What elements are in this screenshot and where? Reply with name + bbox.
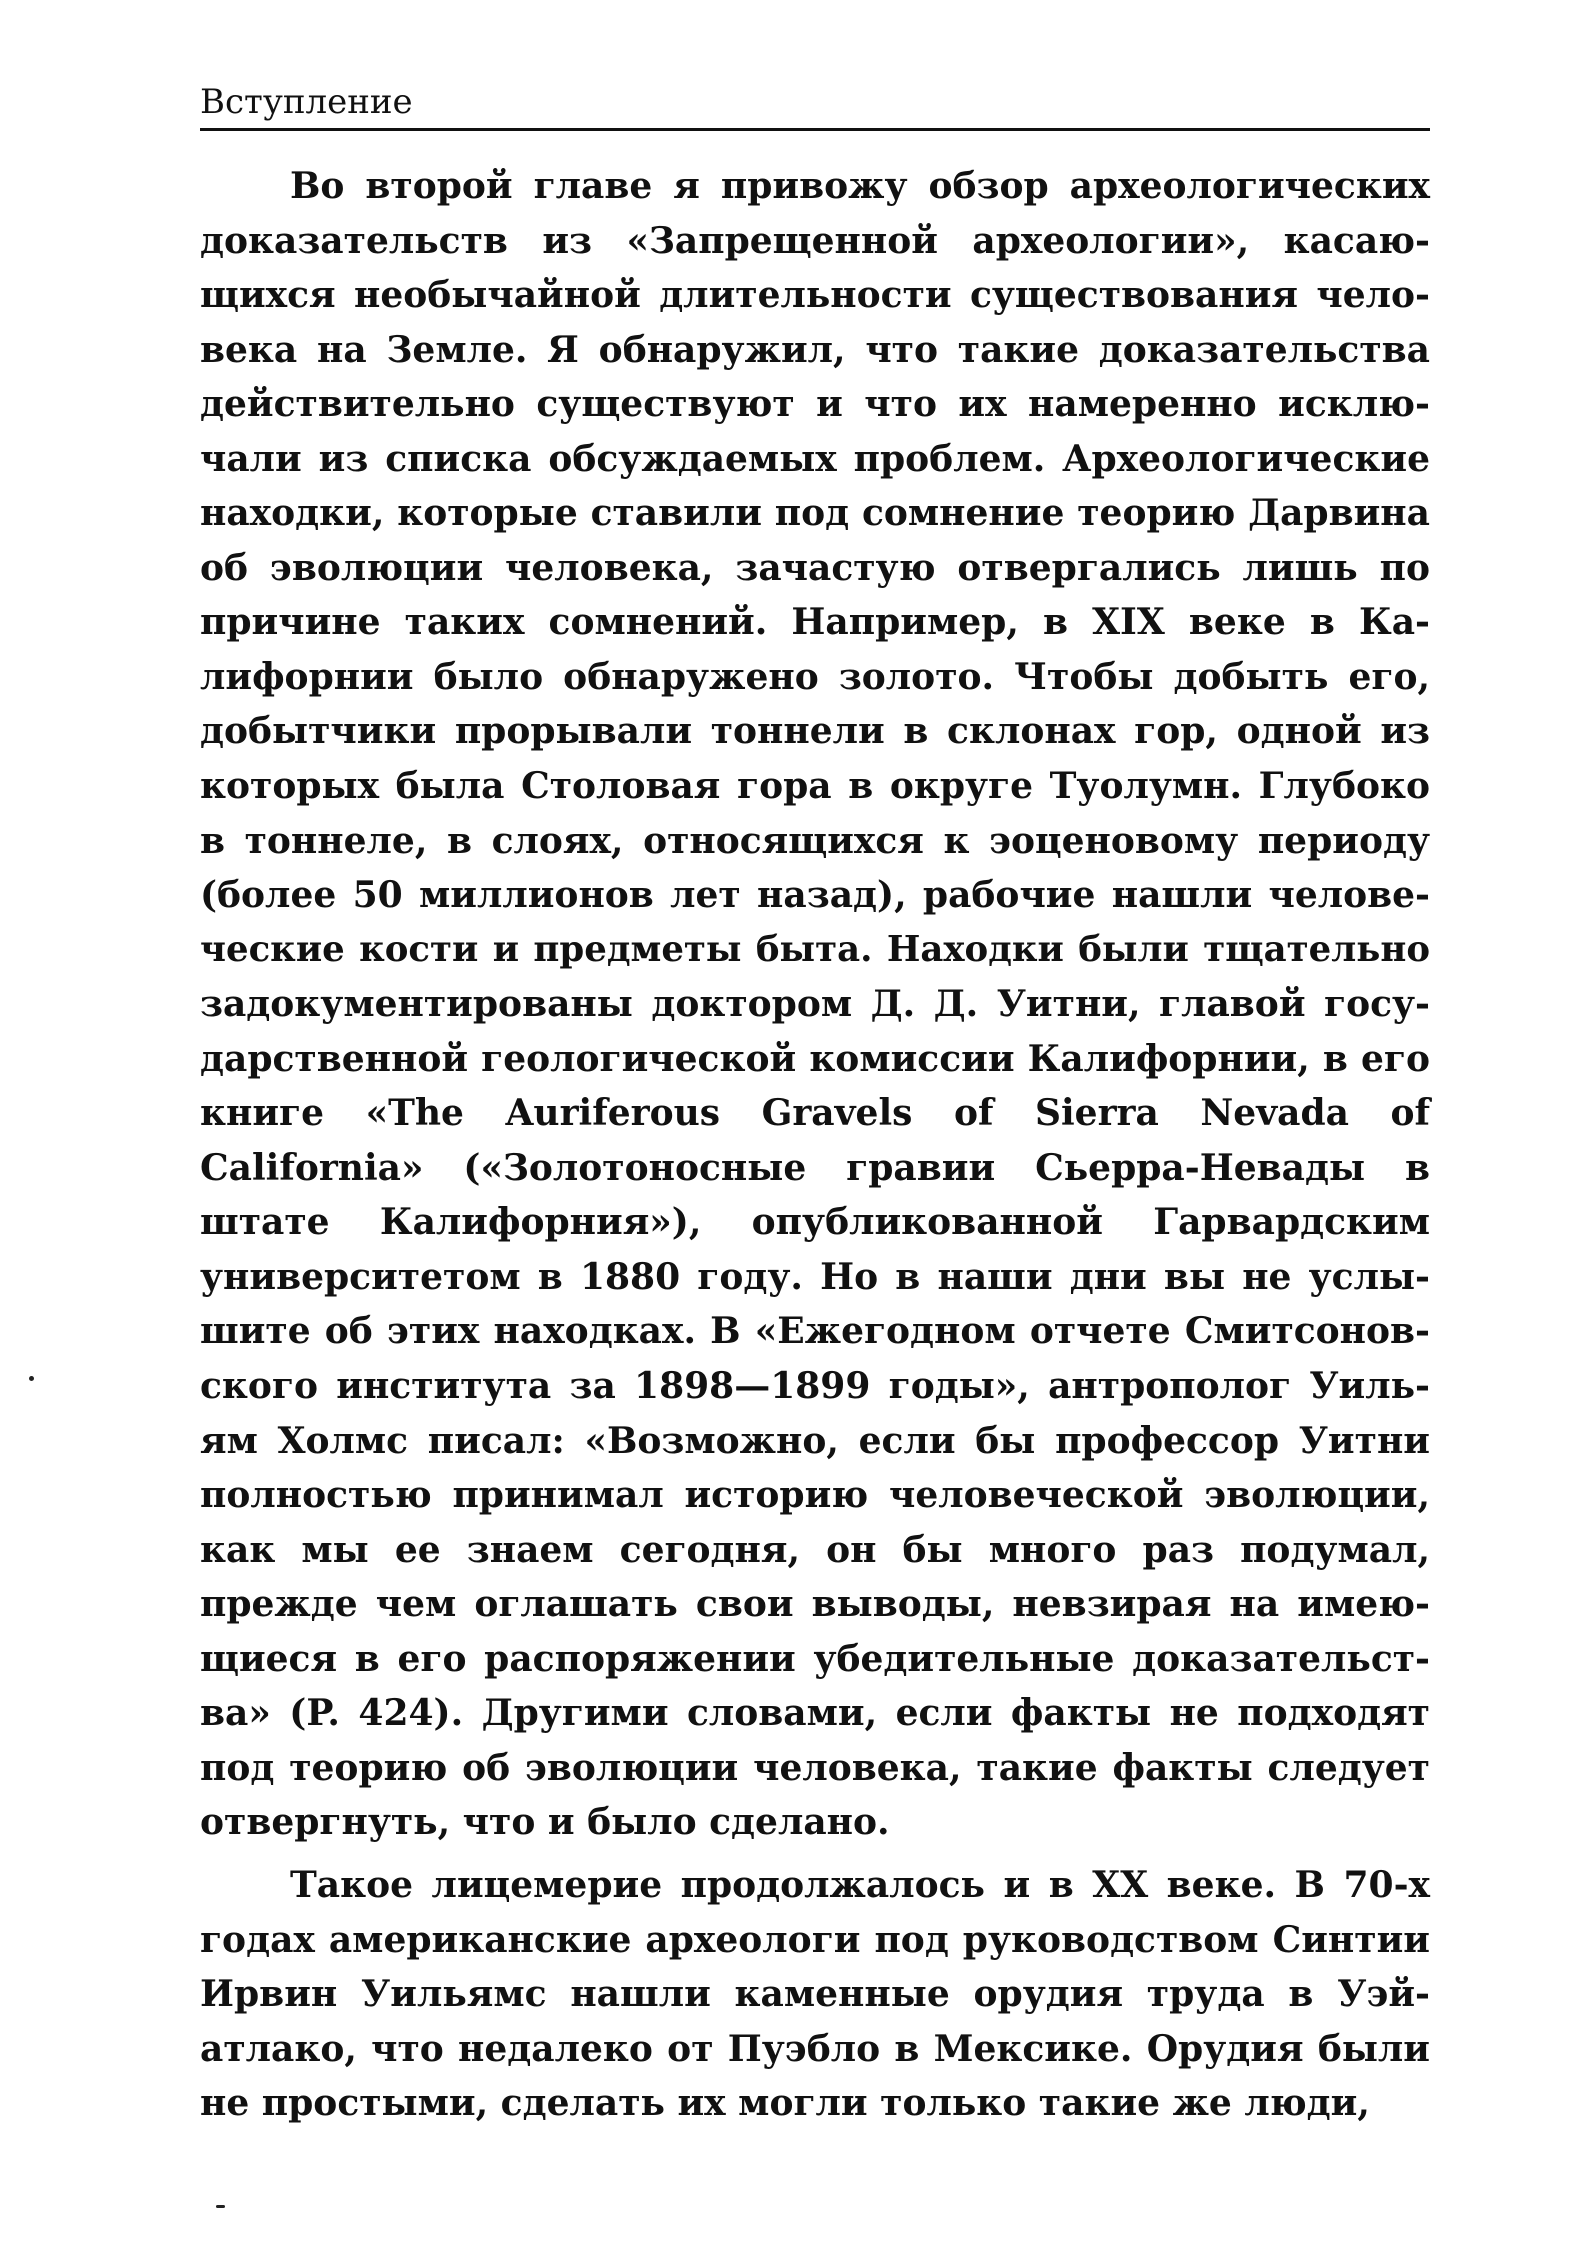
text-line: штате Калифорния»), опубликованной Гарвардским bbox=[200, 1201, 1430, 1244]
text-line: лифорнии было обнаружено золото. Чтобы добыть его, bbox=[200, 655, 1430, 698]
text-line: годах американские археологи под руководством Синтии bbox=[200, 1918, 1430, 1961]
text-line: дарственной геологической комиссии Калифорнии, в его bbox=[200, 1037, 1430, 1080]
text-line: доказательств из «Запрещенной археологии», касаю- bbox=[200, 219, 1430, 262]
body-text bbox=[200, 159, 1430, 2131]
text-line: ского института за 1898—1899 годы», антрополог Уиль- bbox=[200, 1365, 1430, 1408]
text-line: (более 50 миллионов лет назад), рабочие нашли челове- bbox=[200, 874, 1430, 917]
scan-speck bbox=[216, 2205, 225, 2208]
text-line: университетом в 1880 году. Но в наши дни вы не услы- bbox=[200, 1255, 1430, 1298]
text-line: шите об этих находках. В «Ежегодном отчете Смитсонов- bbox=[200, 1310, 1430, 1353]
text-line: California» («Золотоносные гравии Сьерра-Невады в bbox=[200, 1146, 1430, 1189]
text-line: века на Земле. Я обнаружил, что такие доказательства bbox=[200, 328, 1430, 371]
text-line: Ирвин Уильямс нашли каменные орудия труда в Уэй- bbox=[200, 1973, 1430, 2016]
text-line: действительно существуют и что их намеренно исклю- bbox=[200, 383, 1430, 426]
text-line: не простыми, сделать их могли только такие же люди, bbox=[200, 2082, 1370, 2125]
text-line: находки, которые ставили под сомнение теорию Дарвина bbox=[200, 492, 1430, 535]
running-head-title: Вступление bbox=[200, 82, 413, 122]
running-head bbox=[200, 74, 1430, 131]
paragraph bbox=[200, 1858, 1430, 2131]
text-line: атлако, что недалеко от Пуэбло в Мексике. Орудия были bbox=[200, 2027, 1430, 2070]
text-line: полностью принимал историю человеческой эволюции, bbox=[200, 1474, 1430, 1517]
text-line: ям Холмс писал: «Возможно, если бы профессор Уитни bbox=[200, 1419, 1430, 1462]
text-line: ва» (P. 424). Другими словами, если факты не подходят bbox=[200, 1692, 1430, 1735]
text-line: щиеся в его распоряжении убедительные доказательст- bbox=[200, 1637, 1430, 1680]
text-line: причине таких сомнений. Например, в XIX веке в Ка- bbox=[200, 601, 1430, 644]
paragraph bbox=[200, 159, 1430, 1850]
text-line: отвергнуть, что и было сделано. bbox=[200, 1801, 890, 1844]
text-line: об эволюции человека, зачастую отвергались лишь по bbox=[200, 546, 1430, 589]
text-line: добытчики прорывали тоннели в склонах гор, одной из bbox=[200, 710, 1430, 753]
text-line: задокументированы доктором Д. Д. Уитни, главой госу- bbox=[200, 983, 1430, 1026]
text-line: книге «The Auriferous Gravels of Sierra Nevada of bbox=[200, 1092, 1430, 1135]
scan-speck bbox=[29, 1376, 34, 1381]
text-line: в тоннеле, в слоях, относящихся к эоценовому периоду bbox=[200, 819, 1430, 862]
text-line: ческие кости и предметы быта. Находки были тщательно bbox=[200, 928, 1430, 970]
text-line: чали из списка обсуждаемых проблем. Археологические bbox=[200, 437, 1430, 480]
text-line: которых была Столовая гора в округе Туолумн. Глубоко bbox=[200, 765, 1430, 808]
text-line: как мы ее знаем сегодня, он бы много раз подумал, bbox=[200, 1528, 1430, 1571]
paragraph-gap bbox=[200, 1850, 1430, 1858]
text-line: под теорию об эволюции человека, такие факты следует bbox=[200, 1746, 1430, 1789]
text-line: Во второй главе я привожу обзор археологических bbox=[290, 165, 1430, 207]
text-line: щихся необычайной длительности существования чело- bbox=[200, 274, 1430, 317]
text-line: Такое лицемерие продолжалось и в XX веке. В 70-х bbox=[290, 1863, 1430, 1906]
text-line: прежде чем оглашать свои выводы, невзирая на имею- bbox=[200, 1583, 1430, 1626]
